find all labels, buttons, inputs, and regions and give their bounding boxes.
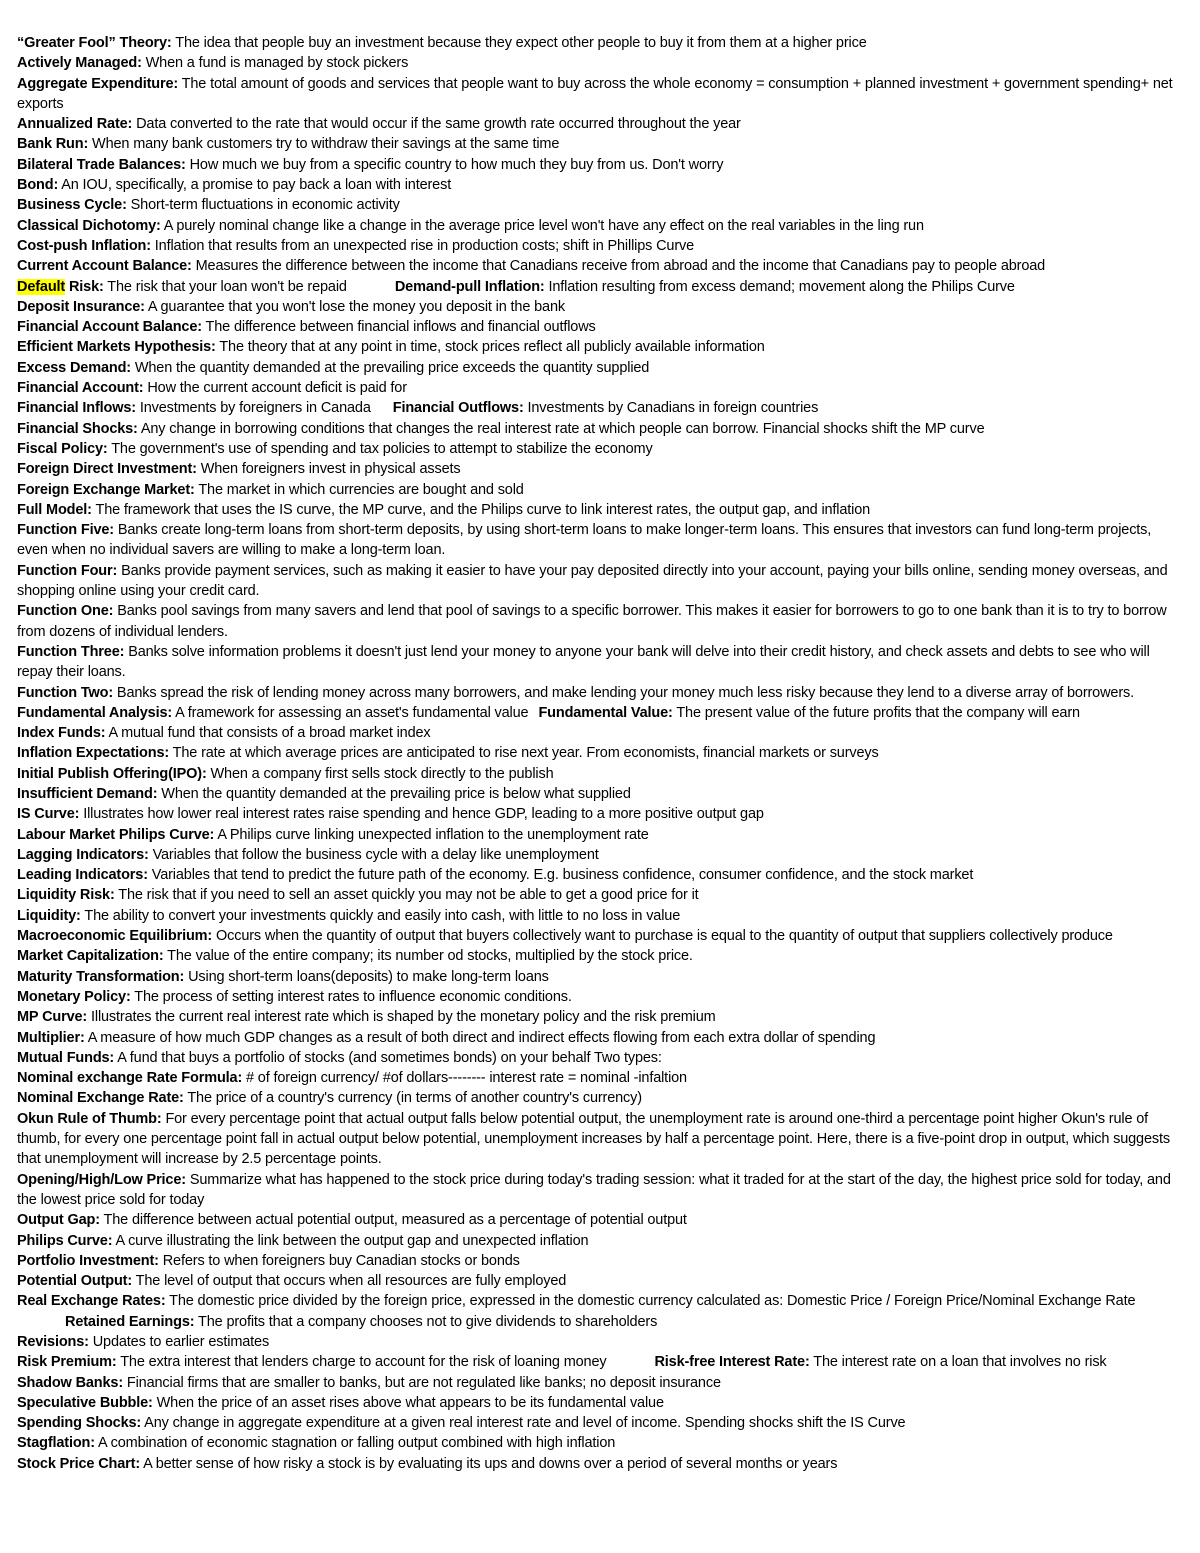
glossary-entry (17, 175, 1178, 195)
entry-term-secondary: Demand-pull Inflation: (394, 278, 545, 295)
entry-definition: When the quantity demanded at the prevailing price exceeds the quantity supplied (130, 359, 650, 376)
glossary-entry (17, 1352, 1178, 1393)
entry-term: Leading Indicators: (17, 867, 148, 884)
entry-term: Financial Shocks: (17, 420, 138, 437)
entry-term: MP Curve: (17, 1009, 88, 1026)
glossary-entry (17, 419, 1178, 439)
entry-definition: The rate at which average prices are anticipated to rise next year. From economists, financial markets or surveys (169, 745, 879, 762)
entry-definition: When a company first sells stock directly to the publish (206, 765, 554, 782)
entry-definition: Banks pool savings from many savers and lend that pool of savings to a specific borrower. This makes it easier for borrowers to go to one bank than it is to try to borrow from dozens of individual lenders. (17, 603, 1167, 640)
glossary-entry (17, 601, 1178, 642)
entry-definition: # of foreign currency/ #of dollars-------- interest rate = nominal -infaltion (242, 1070, 687, 1087)
glossary-entry (17, 784, 1178, 804)
entry-term: Macroeconomic Equilibrium: (17, 928, 213, 945)
entry-definition: When the price of an asset rises above what appears to be its fundamental value (152, 1394, 664, 1411)
entry-definition: The risk that if you need to sell an asset quickly you may not be able to get a good price for it (114, 887, 699, 904)
entry-definition: Variables that tend to predict the future path of the economy. E.g. business confidence, consumer confidence, and the stock market (147, 867, 974, 884)
entry-definition: Illustrates the current real interest rate which is shaped by the monetary policy and the risk premium (87, 1009, 716, 1026)
glossary-list (17, 33, 1178, 1474)
glossary-entry (17, 297, 1178, 317)
entry-term: Speculative Bubble: (17, 1394, 153, 1411)
entry-term: Excess Demand: (17, 359, 131, 376)
glossary-entry (17, 195, 1178, 215)
entry-term: Cost-push Inflation: (17, 237, 151, 254)
glossary-entry (17, 1007, 1178, 1027)
entry-term: Function One: (17, 603, 114, 620)
entry-term: Opening/High/Low Price: (17, 1171, 186, 1188)
entry-term: Okun Rule of Thumb: (17, 1110, 162, 1127)
entry-term-secondary: Market Capitalization: (17, 948, 164, 965)
entry-definition: A Philips curve linking unexpected inflation to the unemployment rate (214, 826, 649, 843)
entry-definition: Refers to when foreigners buy Canadian stocks or bonds (158, 1252, 520, 1269)
glossary-entry (17, 1048, 1178, 1068)
entry-term: Classical Dichotomy: (17, 217, 161, 234)
entry-term: Bilateral Trade Balances: (17, 156, 186, 173)
entry-definition: Banks provide payment services, such as making it easier to have your pay deposited directly into your account, paying your bills online, sending money overseas, and shopping online using your credit card. (17, 562, 1168, 600)
entry-definition: Measures the difference between the income that Canadians receive from abroad and the income that Canadians pay to people abroad (191, 258, 1046, 275)
glossary-entry (17, 439, 1178, 459)
entry-definition: Updates to earlier estimates (88, 1334, 270, 1350)
entry-definition-secondary: The interest rate on a loan that involves no risk (809, 1354, 1107, 1371)
entry-definition: When a fund is managed by stock pickers (141, 55, 409, 72)
glossary-entry (17, 1454, 1178, 1474)
entry-definition: Summarize what has happened to the stock price during today's trading session: what it traded for at the start of the day, the highest price sold for today, and the lowest price sold for today (17, 1171, 1171, 1208)
entry-term: Revisions: (17, 1334, 89, 1350)
glossary-entry (17, 1291, 1178, 1332)
entry-term: Foreign Direct Investment: (17, 461, 197, 478)
entry-term: Current Account Balance: (17, 258, 192, 275)
glossary-entry (17, 845, 1178, 865)
entry-term: Function Five: (17, 522, 114, 539)
glossary-entry (17, 1088, 1178, 1108)
glossary-entry (17, 53, 1178, 73)
entry-definition: Inflation that results from an unexpected rise in production costs; shift in Phillips Curve (150, 237, 695, 254)
entry-definition: A better sense of how risky a stock is by evaluating its ups and downs over a period of several months or years (140, 1455, 838, 1472)
entry-term: Potential Output: (17, 1273, 133, 1290)
glossary-entry (17, 926, 1178, 967)
glossary-entry (17, 764, 1178, 784)
glossary-entry (17, 216, 1178, 236)
entry-definition: The process of setting interest rates to influence economic conditions. (130, 988, 572, 1005)
entry-term: Risk: (65, 278, 104, 295)
highlighted-term: Default (17, 278, 66, 295)
entry-term: Function Four: (17, 562, 118, 579)
entry-term-tertiary: Shadow Banks: (17, 1374, 124, 1391)
entry-term: Insufficient Demand: (17, 785, 158, 802)
glossary-entry (17, 987, 1178, 1007)
glossary-entry (17, 74, 1178, 115)
entry-definition: A mutual fund that consists of a broad market index (105, 725, 431, 742)
entry-term: Function Two: (17, 684, 114, 701)
entry-term: “Greater Fool” Theory: (17, 35, 172, 51)
entry-definition: The idea that people buy an investment because they expect other people to buy it from them at a higher price (171, 35, 867, 51)
entry-definition-secondary: Inflation resulting from excess demand; movement along the Philips Curve (544, 278, 1015, 295)
entry-definition: The extra interest that lenders charge to account for the risk of loaning money (116, 1354, 607, 1371)
entry-definition: When many bank customers try to withdraw their savings at the same time (88, 136, 560, 153)
entry-definition: The total amount of goods and services that people want to buy across the whole economy = consumption + planned investment + government spending+ net exports (17, 75, 1173, 112)
entry-term: Annualized Rate: (17, 116, 133, 133)
glossary-entry (17, 33, 1178, 53)
glossary-entry (17, 1413, 1178, 1433)
entry-definition: The difference between financial inflows and financial outflows (201, 319, 596, 336)
entry-definition: A framework for assessing an asset's fundamental value (172, 704, 529, 721)
entry-term: Philips Curve: (17, 1232, 113, 1249)
entry-term: Foreign Exchange Market: (17, 481, 195, 498)
entry-term: Liquidity Risk: (17, 887, 115, 904)
glossary-entry (17, 236, 1178, 256)
glossary-entry (17, 1332, 1178, 1352)
glossary-entry (17, 114, 1178, 134)
glossary-entry (17, 743, 1178, 763)
entry-definition: The risk that your loan won't be repaid (103, 278, 347, 295)
entry-term: Lagging Indicators: (17, 846, 149, 863)
entry-term: Fiscal Policy: (17, 440, 108, 457)
entry-term: Labour Market Philips Curve: (17, 826, 215, 843)
entry-term: Fundamental Analysis: (17, 704, 173, 721)
glossary-entry (17, 317, 1178, 337)
entry-definition: Any change in borrowing conditions that changes the real interest rate at which people can borrow. Financial shocks shift the MP curve (137, 420, 985, 437)
entry-definition-secondary: Investments by Canadians in foreign countries (523, 400, 819, 417)
entry-definition: When the quantity demanded at the prevailing price is below what supplied (157, 785, 631, 802)
entry-term: Bond: (17, 177, 59, 194)
entry-term-secondary: Fundamental Value: (538, 704, 673, 721)
entry-definition: A fund that buys a portfolio of stocks (and sometimes bonds) on your behalf Two types: (114, 1049, 662, 1066)
entry-definition: Banks create long-term loans from short-term deposits, by using short-term loans to make longer-term loans. This ensures that investors can fund long-term projects, even when no individual savers are willing to make a long-term loan. (17, 522, 1152, 559)
entry-definition: Illustrates how lower real interest rates raise spending and hence GDP, leading to a more positive output gap (79, 806, 764, 823)
glossary-entry (17, 378, 1178, 398)
entry-definition-secondary: The value of the entire company; its number od stocks, multiplied by the stock price. (163, 948, 693, 965)
glossary-entry (17, 906, 1178, 926)
glossary-entry (17, 642, 1178, 683)
entry-term: Maturity Transformation: (17, 968, 185, 985)
entry-definition: The price of a country's currency (in terms of another country's currency) (183, 1090, 642, 1107)
glossary-entry (17, 885, 1178, 905)
entry-definition: A measure of how much GDP changes as a result of both direct and indirect effects flowing from each extra dollar of spending (84, 1029, 876, 1046)
glossary-entry (17, 500, 1178, 520)
glossary-entry (17, 703, 1178, 723)
entry-definition: Investments by foreigners in Canada (135, 400, 371, 417)
entry-term: Stagflation: (17, 1435, 95, 1452)
glossary-entry (17, 865, 1178, 885)
entry-term: Efficient Markets Hypothesis: (17, 339, 216, 356)
entry-definition: The level of output that occurs when all resources are fully employed (132, 1273, 567, 1290)
entry-definition: A purely nominal change like a change in the average price level won't have any effect on the real variables in the ling run (160, 217, 924, 234)
entry-term: Actively Managed: (17, 55, 142, 72)
entry-definition: The framework that uses the IS curve, the MP curve, and the Philips curve to link interest rates, the output gap, and inflation (91, 501, 871, 518)
entry-definition: Any change in aggregate expenditure at a given real interest rate and level of income. Spending shocks shift the IS Curve (141, 1415, 906, 1432)
entry-term: Spending Shocks: (17, 1415, 142, 1432)
entry-definition: A guarantee that you won't lose the money you deposit in the bank (144, 298, 565, 315)
entry-definition: Banks spread the risk of lending money across many borrowers, and make lending your money much less risky because they lend to a diverse array of borrowers. (113, 684, 1134, 701)
glossary-entry (17, 1028, 1178, 1048)
entry-term: Index Funds: (17, 725, 106, 742)
entry-definition: A curve illustrating the link between the output gap and unexpected inflation (112, 1232, 589, 1249)
entry-definition: How much we buy from a specific country to how much they buy from us. Don't worry (185, 156, 724, 173)
entry-definition: The ability to convert your investments quickly and easily into cash, with little to no loss in value (80, 907, 681, 924)
glossary-entry (17, 561, 1178, 602)
entry-term: Financial Account: (17, 380, 144, 397)
glossary-entry (17, 480, 1178, 500)
entry-definition: An IOU, specifically, a promise to pay back a loan with interest (58, 177, 452, 194)
glossary-entry (17, 723, 1178, 743)
entry-term: Nominal Exchange Rate: (17, 1090, 184, 1107)
glossary-entry (17, 1251, 1178, 1271)
glossary-entry (17, 459, 1178, 479)
glossary-entry (17, 155, 1178, 175)
entry-term: Output Gap: (17, 1212, 100, 1229)
entry-definition: Using short-term loans(deposits) to make long-term loans (184, 968, 549, 985)
entry-term: Inflation Expectations: (17, 745, 170, 762)
entry-definition-tertiary: Financial firms that are smaller to banks, but are not regulated like banks; no deposit insurance (123, 1374, 721, 1391)
glossary-entry (17, 1210, 1178, 1230)
entry-definition: Occurs when the quantity of output that buyers collectively want to purchase is equal to the quantity of output that suppliers collectively produce (212, 928, 1113, 945)
glossary-entry (17, 277, 1178, 297)
entry-term: Risk Premium: (17, 1354, 117, 1371)
entry-term: Portfolio Investment: (17, 1252, 159, 1269)
entry-definition: Variables that follow the business cycle with a delay like unemployment (148, 846, 599, 863)
entry-term: Monetary Policy: (17, 988, 131, 1005)
glossary-entry (17, 683, 1178, 703)
glossary-entry (17, 256, 1178, 276)
entry-term: Full Model: (17, 501, 92, 518)
entry-term: Aggregate Expenditure: (17, 75, 179, 92)
entry-definition: How the current account deficit is paid for (143, 380, 407, 397)
entry-definition: For every percentage point that actual output falls below potential output, the unemployment rate is around one-third a percentage point higher Okun's rule of thumb, for every one percentage point fall in actual output below potential, unemployment increases by half a percentage point. Here, there is a five-point drop in output, which suggests that unemployment will increase by 2.5 percentage points. (17, 1110, 1170, 1168)
glossary-entry (17, 398, 1178, 418)
entry-term: Bank Run: (17, 136, 89, 153)
entry-term: Real Exchange Rates: (17, 1293, 166, 1310)
entry-term: Stock Price Chart: (17, 1455, 141, 1472)
entry-definition: The market in which currencies are bought and sold (194, 481, 524, 498)
entry-definition: The difference between actual potential output, measured as a percentage of potential output (99, 1212, 687, 1229)
glossary-entry (17, 1393, 1178, 1413)
entry-term: Mutual Funds: (17, 1049, 115, 1066)
glossary-entry (17, 337, 1178, 357)
entry-term: Business Cycle: (17, 197, 127, 214)
glossary-entry (17, 520, 1178, 561)
glossary-entry (17, 1433, 1178, 1453)
entry-definition: When foreigners invest in physical assets (196, 461, 461, 478)
entry-term: Nominal exchange Rate Formula: (17, 1070, 243, 1087)
glossary-entry (17, 825, 1178, 845)
entry-term: Financial Account Balance: (17, 319, 202, 336)
glossary-entry (17, 967, 1178, 987)
entry-term: Liquidity: (17, 907, 81, 924)
glossary-entry (17, 1271, 1178, 1291)
entry-term: Function Three: (17, 643, 125, 660)
glossary-entry (17, 804, 1178, 824)
glossary-entry (17, 1109, 1178, 1170)
glossary-entry (17, 1170, 1178, 1211)
entry-definition-secondary: The profits that a company chooses not to give dividends to shareholders (194, 1313, 658, 1330)
entry-term-secondary: Retained Earnings: (65, 1313, 195, 1330)
entry-definition: Short-term fluctuations in economic activity (126, 197, 400, 214)
glossary-entry (17, 1068, 1178, 1088)
entry-definition: The government's use of spending and tax policies to attempt to stabilize the economy (107, 440, 653, 457)
entry-term: Financial Inflows: (17, 400, 136, 417)
entry-term: Initial Publish Offering(IPO): (17, 765, 207, 782)
entry-definition-secondary: The present value of the future profits that the company will earn (672, 704, 1080, 721)
glossary-entry (17, 134, 1178, 154)
entry-term-secondary: Financial Outflows: (392, 400, 524, 417)
entry-term: Deposit Insurance: (17, 298, 145, 315)
entry-definition: Banks solve information problems it doesn't just lend your money to anyone your bank will delve into their credit history, and check assets and debts to see who will repay their loans. (17, 643, 1150, 681)
glossary-entry (17, 1231, 1178, 1251)
entry-definition: A combination of economic stagnation or falling output combined with high inflation (94, 1435, 616, 1452)
entry-term: Multiplier: (17, 1029, 85, 1046)
entry-term: IS Curve: (17, 806, 80, 823)
entry-definition: Data converted to the rate that would occur if the same growth rate occurred throughout the year (132, 116, 741, 133)
glossary-entry (17, 358, 1178, 378)
entry-definition: The theory that at any point in time, stock prices reflect all publicly available information (215, 339, 765, 356)
entry-term-secondary: Risk-free Interest Rate: (654, 1354, 810, 1371)
entry-definition: The domestic price divided by the foreign price, expressed in the domestic currency calculated as: Domestic Price / Foreign Price/Nominal Exchange Rate (165, 1293, 1136, 1310)
